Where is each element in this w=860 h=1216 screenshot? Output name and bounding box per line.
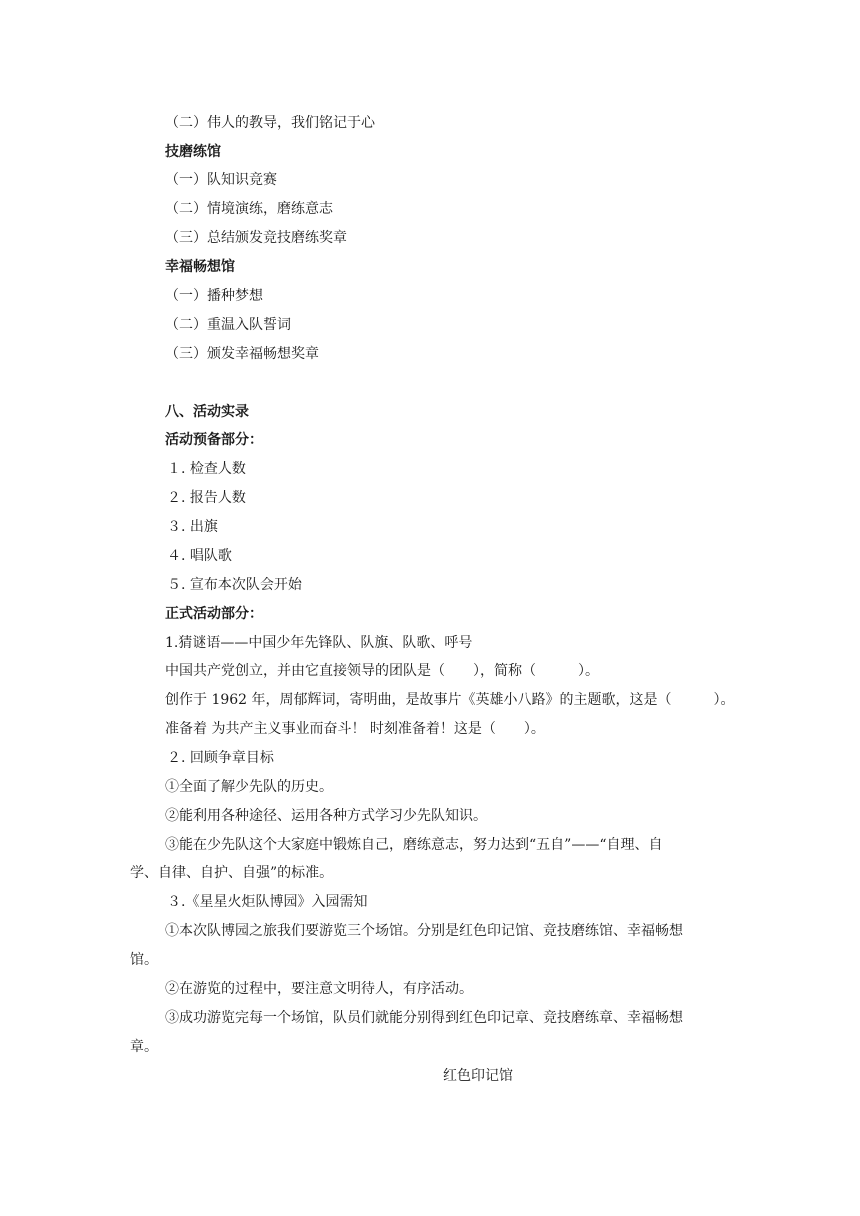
prep-item: １. 检查人数 bbox=[167, 461, 246, 477]
notice-item: ①本次队博园之旅我们要游览三个场馆。分别是红色印记馆、竞技磨练馆、幸福畅想 bbox=[165, 923, 683, 939]
notice-item: ③成功游览完每一个场馆，队员们就能分别得到红色印记章、竞技磨练章、幸福畅想 bbox=[165, 1010, 683, 1026]
goal-item-continued: 学、自律、自护、自强”的标准。 bbox=[130, 865, 334, 881]
prep-item: ３. 出旗 bbox=[167, 519, 218, 535]
skill-hall-item: （二）情境演练，磨练意志 bbox=[165, 201, 333, 217]
riddle-question: 创作于 1962 年，周郁辉词，寄明曲，是故事片《英雄小八路》的主题歌，这是（ ）。 bbox=[165, 692, 735, 708]
hall-heading: 红色印记馆 bbox=[443, 1068, 513, 1084]
skill-hall-item: （三）总结颁发竞技磨练奖章 bbox=[165, 230, 347, 246]
happiness-hall-item: （二）重温入队誓词 bbox=[165, 317, 291, 333]
prep-item: ２. 报告人数 bbox=[167, 490, 246, 506]
happiness-hall-title: 幸福畅想馆 bbox=[165, 259, 235, 275]
goal-item: ②能利用各种途径、运用各种方式学习少先队知识。 bbox=[165, 808, 487, 824]
notice-item: ②在游览的过程中，要注意文明待人，有序活动。 bbox=[165, 981, 473, 997]
notice-item-continued: 章。 bbox=[130, 1039, 158, 1055]
happiness-hall-item: （一）播种梦想 bbox=[165, 288, 263, 304]
riddle-title: 1.猜谜语——中国少年先锋队、队旗、队歌、呼号 bbox=[165, 635, 473, 651]
goal-item: ①全面了解少先队的历史。 bbox=[165, 779, 333, 795]
riddle-question: 中国共产党创立，并由它直接领导的团队是（ ），简称（ ）。 bbox=[165, 663, 599, 679]
formal-title: 正式活动部分： bbox=[165, 606, 263, 622]
prep-item: ４. 唱队歌 bbox=[167, 548, 232, 564]
riddle-question: 准备着 为共产主义事业而奋斗！ 时刻准备着！这是（ ）。 bbox=[165, 721, 545, 737]
skill-hall-title: 技磨练馆 bbox=[165, 144, 221, 160]
goal-item: ③能在少先队这个大家庭中锻炼自己，磨练意志，努力达到“五自”——“自理、自 bbox=[165, 837, 663, 853]
prep-title: 活动预备部分： bbox=[165, 432, 263, 448]
notice-title: ３.《星星火炬队博园》入园需知 bbox=[167, 894, 368, 910]
prep-item: ５. 宣布本次队会开始 bbox=[167, 577, 302, 593]
review-title: ２. 回顾争章目标 bbox=[167, 750, 274, 766]
record-heading: 八、活动实录 bbox=[165, 404, 249, 420]
skill-hall-item: （一）队知识竞赛 bbox=[165, 172, 277, 188]
notice-item-continued: 馆。 bbox=[130, 952, 158, 968]
section-item: （二）伟人的教导，我们铭记于心 bbox=[165, 115, 375, 131]
happiness-hall-item: （三）颁发幸福畅想奖章 bbox=[165, 346, 319, 362]
